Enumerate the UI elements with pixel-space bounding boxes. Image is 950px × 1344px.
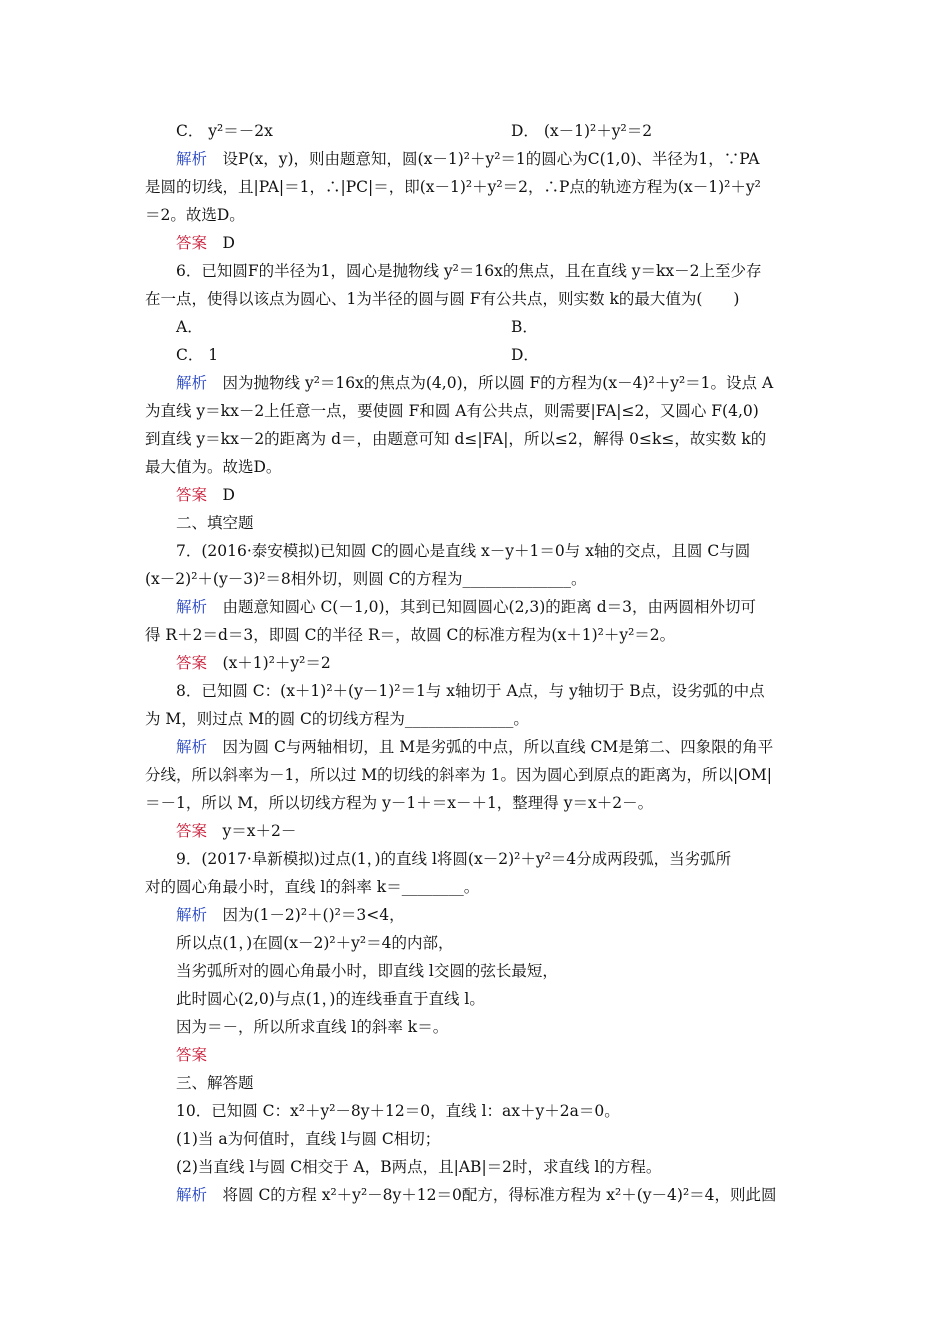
text-line xyxy=(176,1073,254,1093)
text-line xyxy=(176,485,235,505)
text-line xyxy=(176,1185,777,1205)
text-line xyxy=(176,541,750,561)
analysis-label: 解析 xyxy=(176,906,208,924)
text-segment: (x－2)²＋(y－3)²＝8相外切，则圆 C的方程为______________。 xyxy=(145,570,587,588)
text-line xyxy=(176,933,453,953)
text-line xyxy=(176,1129,440,1149)
text-segment: y＝x＋2－ xyxy=(207,822,297,840)
text-line xyxy=(176,905,405,925)
text-segment: 10．已知圆 C：x²＋y²－8y＋12＝0，直线 l：ax＋y＋2a＝0。 xyxy=(176,1102,620,1120)
text-line xyxy=(511,317,538,337)
text-line xyxy=(176,233,235,253)
text-line xyxy=(176,1045,207,1065)
text-line xyxy=(145,457,281,477)
text-segment: 所以点(1，)在圆(x－2)²＋y²＝4的内部， xyxy=(176,934,454,952)
analysis-label: 解析 xyxy=(176,1186,208,1204)
text-segment: 8．已知圆 C：(x＋1)²＋(y－1)²＝1与 x轴切于 A点，与 y轴切于 B点，设劣弧的中点 xyxy=(176,682,765,700)
text-line xyxy=(145,625,675,645)
text-line xyxy=(145,177,761,197)
text-segment: 9．(2017·阜新模拟)过点(1，)的直线 l将圆(x－2)²＋y²＝4分成两段弧，当劣弧所 xyxy=(176,850,732,868)
text-line xyxy=(176,121,273,141)
text-line xyxy=(145,709,529,729)
answer-label: 答案 xyxy=(176,822,208,840)
text-line xyxy=(176,597,756,617)
analysis-label: 解析 xyxy=(176,150,208,168)
text-line xyxy=(176,737,773,757)
text-line xyxy=(145,429,766,449)
text-segment: (2)当直线 l与圆 C相交于 A，B两点，且|AB|＝2时，求直线 l的方程。 xyxy=(176,1158,662,1176)
text-segment: 得 R＋2＝d＝3，即圆 C的半径 R＝，故圆 C的标准方程为(x＋1)²＋y²＝2。 xyxy=(145,626,676,644)
text-segment: B． xyxy=(511,318,538,336)
text-line xyxy=(145,289,739,309)
text-segment: 为 M，则过点 M的圆 C的切线方程为______________。 xyxy=(145,710,529,728)
text-line xyxy=(176,1017,448,1037)
text-line xyxy=(511,345,539,365)
text-line xyxy=(176,345,218,365)
answer-label: 答案 xyxy=(176,486,208,504)
text-segment: D． xyxy=(511,346,539,364)
text-line xyxy=(176,989,485,1009)
text-line xyxy=(176,849,731,869)
text-segment: 7．(2016·泰安模拟)已知圆 C的圆心是直线 x－y＋1＝0与 x轴的交点，且圆 C与圆 xyxy=(176,542,751,560)
text-segment: 到直线 y＝kx－2的距离为 d＝，由题意可知 d≤|FA|，所以≤2，解得 0≤k≤，故实数 k的 xyxy=(145,430,767,448)
text-segment: 6．已知圆F的半径为1，圆心是抛物线 y²＝16x的焦点，且在直线 y＝kx－2上至少存 xyxy=(176,262,762,280)
text-line xyxy=(176,653,331,673)
text-line xyxy=(145,877,479,897)
text-segment: 二、填空题 xyxy=(176,514,254,532)
text-segment: 三、解答题 xyxy=(176,1074,254,1092)
text-segment: 在一点，使得以该点为圆心、1为半径的圆与圆 F有公共点，则实数 k的最大值为( ) xyxy=(145,290,740,308)
text-segment: 是圆的切线，且|PA|＝1，∴|PC|＝，即(x－1)²＋y²＝2，∴P点的轨迹方程为(x－1)²＋y² xyxy=(145,178,761,196)
text-line xyxy=(176,821,296,841)
text-line xyxy=(145,765,772,785)
text-line xyxy=(176,961,558,981)
text-segment: 因为圆 C与两轴相切，且 M是劣弧的中点，所以直线 CM是第二、四象限的角平 xyxy=(207,738,774,756)
text-segment: 最大值为。故选D。 xyxy=(145,458,282,476)
text-segment: 分线，所以斜率为－1，所以过 M的切线的斜率为 1。因为圆心到原点的距离为，所以|OM| xyxy=(145,766,772,784)
text-line xyxy=(176,261,762,281)
answer-label: 答案 xyxy=(176,654,208,672)
text-segment: 设P(x，y)，则由题意知，圆(x－1)²＋y²＝1的圆心为C(1,0)、半径为1，∵PA xyxy=(207,150,760,168)
text-line xyxy=(176,373,773,393)
text-segment: (x＋1)²＋y²＝2 xyxy=(207,654,331,672)
text-segment: A． xyxy=(176,318,203,336)
text-line xyxy=(176,149,759,169)
text-segment: 因为(1－2)²＋()²＝3<4， xyxy=(207,906,405,924)
text-line xyxy=(511,121,652,141)
text-line xyxy=(145,205,245,225)
text-segment: C． 1 xyxy=(176,346,219,364)
analysis-label: 解析 xyxy=(176,738,208,756)
analysis-label: 解析 xyxy=(176,374,208,392)
text-segment: D． (x－1)²＋y²＝2 xyxy=(511,122,653,140)
text-segment: C． y²＝－2x xyxy=(176,122,273,140)
text-line xyxy=(176,317,203,337)
text-line xyxy=(176,681,765,701)
text-segment: 为直线 y＝kx－2上任意一点，要使圆 F和圆 A有公共点，则需要|FA|≤2，又圆心 F(4,0) xyxy=(145,402,759,420)
text-segment: 当劣弧所对的圆心角最小时，即直线 l交圆的弦长最短， xyxy=(176,962,558,980)
text-line xyxy=(145,401,759,421)
text-segment: 由题意知圆心 C(－1,0)，其到已知圆圆心(2,3)的距离 d＝3，由两圆相外切可 xyxy=(207,598,757,616)
text-line xyxy=(145,793,653,813)
text-line xyxy=(145,569,587,589)
text-segment: ＝2。故选D。 xyxy=(145,206,245,224)
answer-label: 答案 xyxy=(176,1046,208,1064)
text-segment: ＝－1，所以 M，所以切线方程为 y－1＋＝x－＋1，整理得 y＝x＋2－。 xyxy=(145,794,654,812)
text-segment: 因为＝－，所以所求直线 l的斜率 k＝。 xyxy=(176,1018,449,1036)
text-segment: 对的圆心角最小时，直线 l的斜率 k＝________。 xyxy=(145,878,480,896)
text-segment: 此时圆心(2,0)与点(1，)的连线垂直于直线 l。 xyxy=(176,990,485,1008)
text-segment: 将圆 C的方程 x²＋y²－8y＋12＝0配方，得标准方程为 x²＋(y－4)²＝4，则此圆 xyxy=(207,1186,777,1204)
text-line xyxy=(176,1157,661,1177)
text-line xyxy=(176,513,254,533)
answer-label: 答案 xyxy=(176,234,208,252)
text-segment: (1)当 a为何值时，直线 l与圆 C相切； xyxy=(176,1130,441,1148)
text-line xyxy=(176,1101,620,1121)
text-segment: D xyxy=(207,486,235,504)
text-segment: D xyxy=(207,234,235,252)
text-segment: 因为抛物线 y²＝16x的焦点为(4,0)，所以圆 F的方程为(x－4)²＋y²＝1。设点 A xyxy=(207,374,774,392)
analysis-label: 解析 xyxy=(176,598,208,616)
